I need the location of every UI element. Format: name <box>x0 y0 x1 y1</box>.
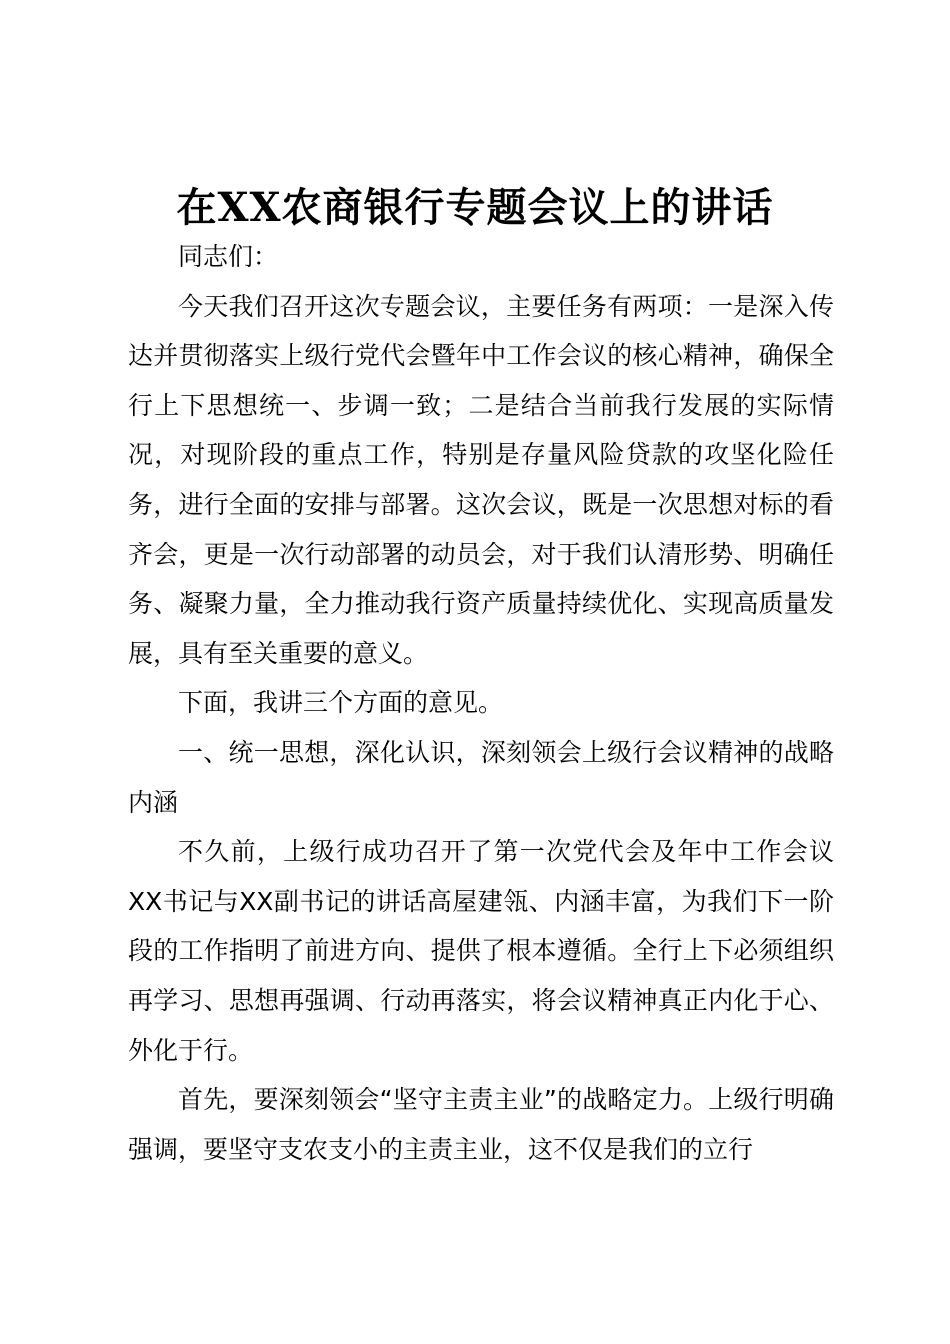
paragraph-background: 不久前，上级行成功召开了第一次党代会及年中工作会议XX书记与XX副书记的讲话高屋建瓴、内涵丰富，为我们下一阶段的工作指明了前进方向、提供了根本遵循。全行上下必须组织再学习、思想再强调、行动再落实，将会议精神真正内化于心、外化于行。 <box>128 837 834 1065</box>
paragraph-first-point: 首先，要深刻领会“坚守主责主业”的战略定力。上级行明确强调，要坚守支农支小的主责主业，这不仅是我们的立行 <box>128 1085 834 1164</box>
document-body <box>128 232 834 1174</box>
paragraph-intro: 今天我们召开这次专题会议，主要任务有两项：一是深入传达并贯彻落实上级行党代会暨年中工作会议的核心精神，确保全行上下思想统一、步调一致；二是结合当前我行发展的实际情况，对现阶段的重点工作，特别是存量风险贷款的攻坚化险任务，进行全面的安排与部署。这次会议，既是一次思想对标的看齐会，更是一次行动部署的动员会，对于我们认清形势、明确任务、凝聚力量，全力推动我行资产质量持续优化、实现高质量发展，具有至关重要的意义。 <box>128 291 834 668</box>
section-heading-1: 一、统一思想，深化认识，深刻领会上级行会议精神的战略内涵 <box>128 737 834 817</box>
salutation: 同志们： <box>178 242 279 271</box>
document-title: 在XX农商银行专题会议上的讲话 <box>176 184 774 231</box>
paragraph-outline: 下面，我讲三个方面的意见。 <box>178 688 504 718</box>
